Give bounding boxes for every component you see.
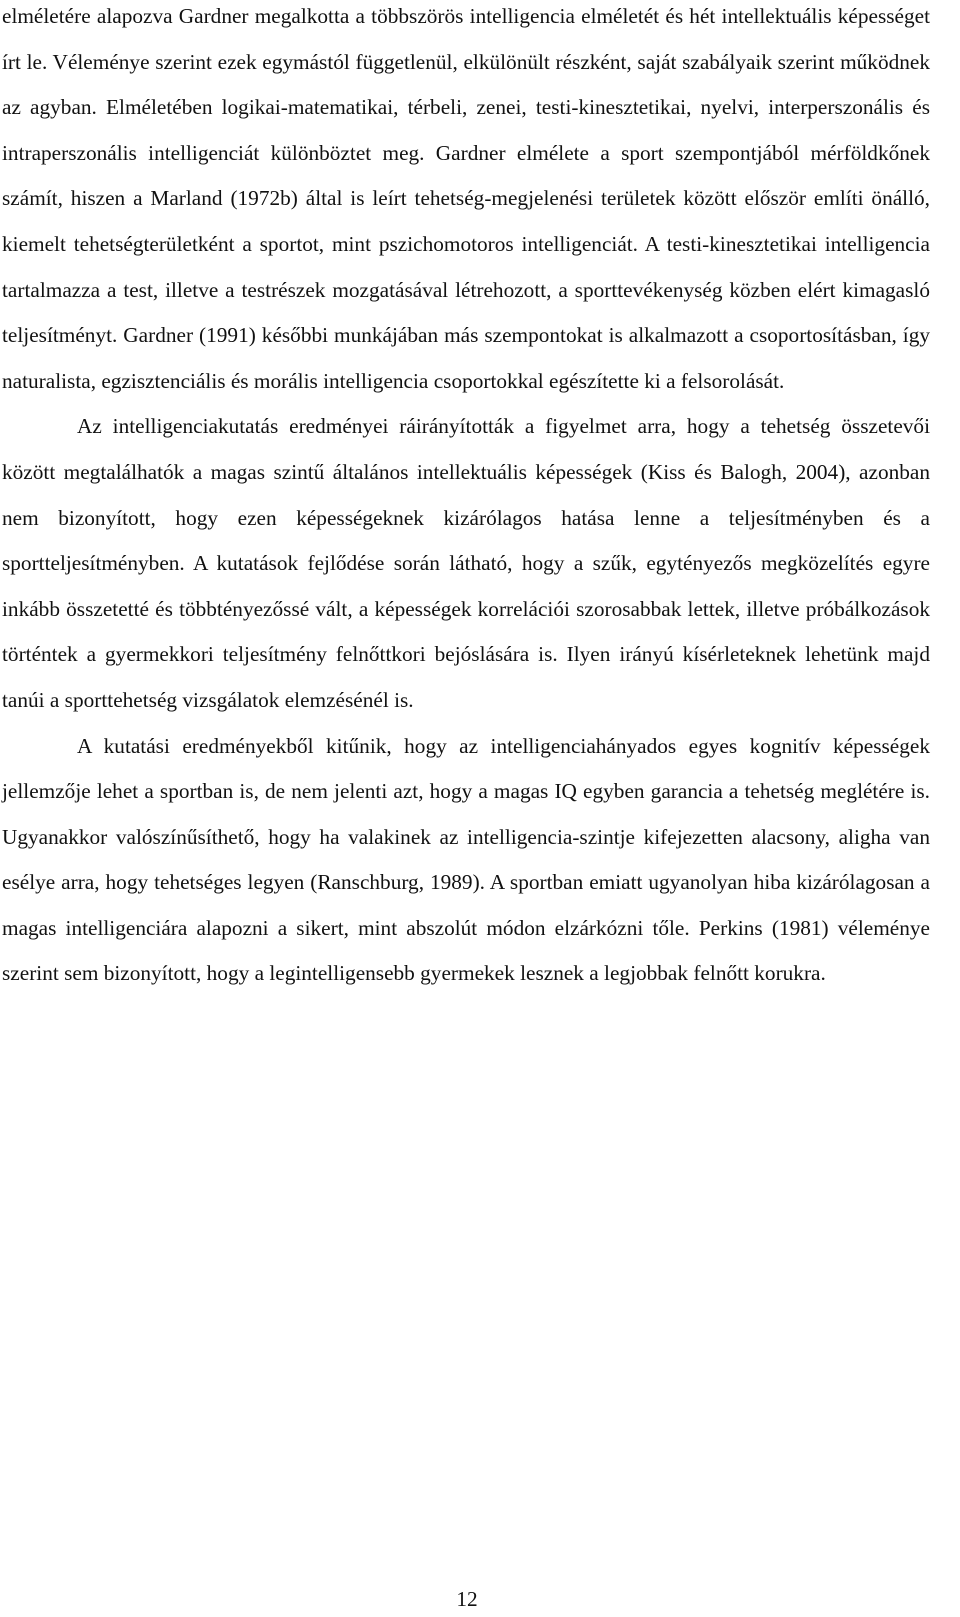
paragraph-3: A kutatási eredményekből kitűnik, hogy az intelligenciahányados egyes kognitív képességek jellemzője lehet a sportban is, de nem jelenti azt, hogy a magas IQ egyben garancia a tehetség meglétére is. Ugyanakkor valószínűsíthető, hogy ha valakinek az intelligencia-szintje kifejezetten alacsony, aligha van esélye arra, hogy tehetséges legyen (Ranschburg, 1989). A sportban emiatt ugyanolyan hiba kizárólagosan a magas intelligenciára alapozni a sikert, mint abszolút módon elzárkózni tőle. Perkins (1981) véleménye szerint sem bizonyított, hogy a legintelligensebb gyermekek lesznek a legjobbak felnőtt korukra. xyxy=(2,733,930,986)
body-text xyxy=(2,0,930,997)
paragraph-2: Az intelligenciakutatás eredményei ráirányították a figyelmet arra, hogy a tehetség összetevői között megtalálhatók a magas szintű általános intellektuális képességek (Kiss és Balogh, 2004), azonban nem bizonyított, hogy ezen képességeknek kizárólagos hatása lenne a teljesítményben és a sportteljesítményben. A kutatások fejlődése során látható, hogy a szűk, egytényezős megközelítés egyre inkább összetetté és többtényezőssé vált, a képességek korrelációi szorosabbak lettek, illetve próbálkozások történtek a gyermekkori teljesítmény felnőttkori bejóslására is. Ilyen irányú kísérleteknek lehetünk majd tanúi a sporttehetség vizsgálatok elemzésénél is. xyxy=(2,414,930,712)
page-number: 12 xyxy=(456,1587,478,1611)
paragraph-1: elméletére alapozva Gardner megalkotta a többszörös intelligencia elméletét és hét intellektuális képességet írt le. Véleménye szerint ezek egymástól függetlenül, elkülönült részként, saját szabályaik szerint működnek az agyban. Elméletében logikai-matematikai, térbeli, zenei, testi-kinesztetikai, nyelvi, interperszonális és intraperszonális intelligenciát különböztet meg. Gardner elmélete a sport szempontjából mérföldkőnek számít, hiszen a Marland (1972b) által is leírt tehetség-megjelenési területek között először említi önálló, kiemelt tehetségterületként a sportot, mint pszichomotoros intelligenciát. A testi-kinesztetikai intelligencia tartalmazza a test, illetve a testrészek mozgatásával létrehozott, a sporttevékenység közben elért kimagasló teljesítményt. Gardner (1991) későbbi munkájában más szempontokat is alkalmazott a csoportosításban, így naturalista, egzisztenciális és morális intelligencia csoportokkal egészítette ki a felsorolását. xyxy=(2,4,930,393)
